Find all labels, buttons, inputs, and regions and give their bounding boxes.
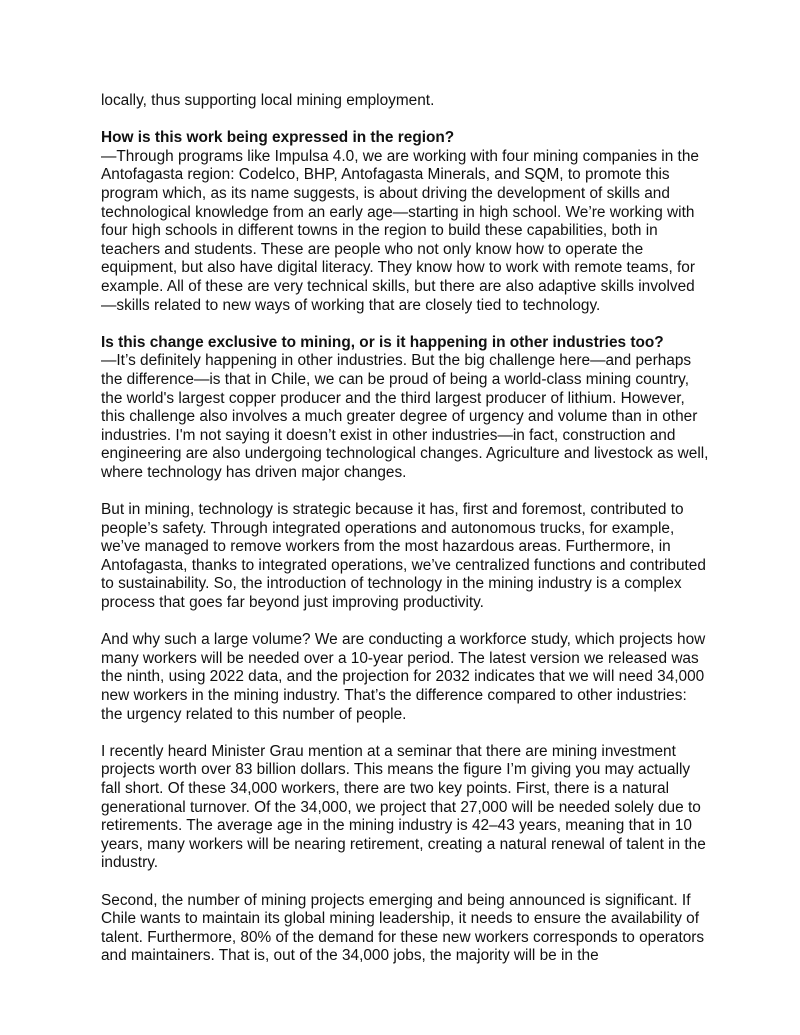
paragraph-mining-projects: Second, the number of mining projects emerging and being announced is significant. If Chile wants to maintain its global mining leadership, it needs to ensure the availability of talent. Furthermore, 80% of the demand for these new workers corresponds to operators and maintainers. That is, out of the 34,000 jobs, the majority will be in the <box>101 891 705 965</box>
paragraph-technology-strategic: But in mining, technology is strategic because it has, first and foremost, contributed to people’s safety. Through integrated operations and autonomous trucks, for example, we’ve managed to remove workers from the most hazardous areas. Furthermore, in Antofagasta, thanks to integrated operations, we’ve centralized functions and contributed to sustainability. So, the introduction of technology in the mining industry is a complex process that goes far beyond just improving productivity. <box>101 501 706 612</box>
answer-paragraph-region: —Through programs like Impulsa 4.0, we are working with four mining companies in the Antofagasta region: Codelco, BHP, Antofagasta Minerals, and SQM, to promote this program which, as its name suggests, is about driving the development of skills and technological knowledge from an early age—starting in high school. We’re working with four high schools in different towns in the region to build these capabilities, both in teachers and students. These are people who not only know how to operate the equipment, but also have digital literacy. They know how to work with remote teams, for example. All of these are very technical skills, but there are also adaptive skills involved —skills related to new ways of working that are closely tied to technology. <box>101 147 699 314</box>
answer-paragraph-industries: —It’s definitely happening in other industries. But the big challenge here—and perhaps the difference—is that in Chile, we can be proud of being a world-class mining country, the world's largest copper producer and the third largest producer of lithium. However, this challenge also involves a much greater degree of urgency and volume than in other industries. I'm not saying it doesn’t exist in other industries—in fact, construction and engineering are also undergoing technological changes. Agriculture and livestock as well, where technology has driven major changes. <box>101 352 709 481</box>
paragraph-intro: locally, thus supporting local mining employment. <box>101 92 435 109</box>
paragraph-workforce-study: And why such a large volume? We are conducting a workforce study, which projects how many workers will be needed over a 10-year period. The latest version we released was the ninth, using 2022 data, and the projection for 2032 indicates that we will need 34,000 new workers in the mining industry. That’s the difference compared to other industries: the urgency related to this number of people. <box>101 631 706 723</box>
paragraph-investment-projects: I recently heard Minister Grau mention at a seminar that there are mining investment projects worth over 83 billion dollars. This means the figure I’m giving you may actually fall short. Of these 34,000 workers, there are two key points. First, there is a natural generational turnover. Of the 34,000, we project that 27,000 will be needed solely due to retirements. The average age in the mining industry is 42–43 years, meaning that in 10 years, many workers will be nearing retirement, creating a natural renewal of talent in the industry. <box>101 742 706 872</box>
question-heading-industries: Is this change exclusive to mining, or is it happening in other industries too? <box>101 333 664 351</box>
document-page <box>101 92 711 985</box>
question-heading-region: How is this work being expressed in the region? <box>101 129 455 147</box>
